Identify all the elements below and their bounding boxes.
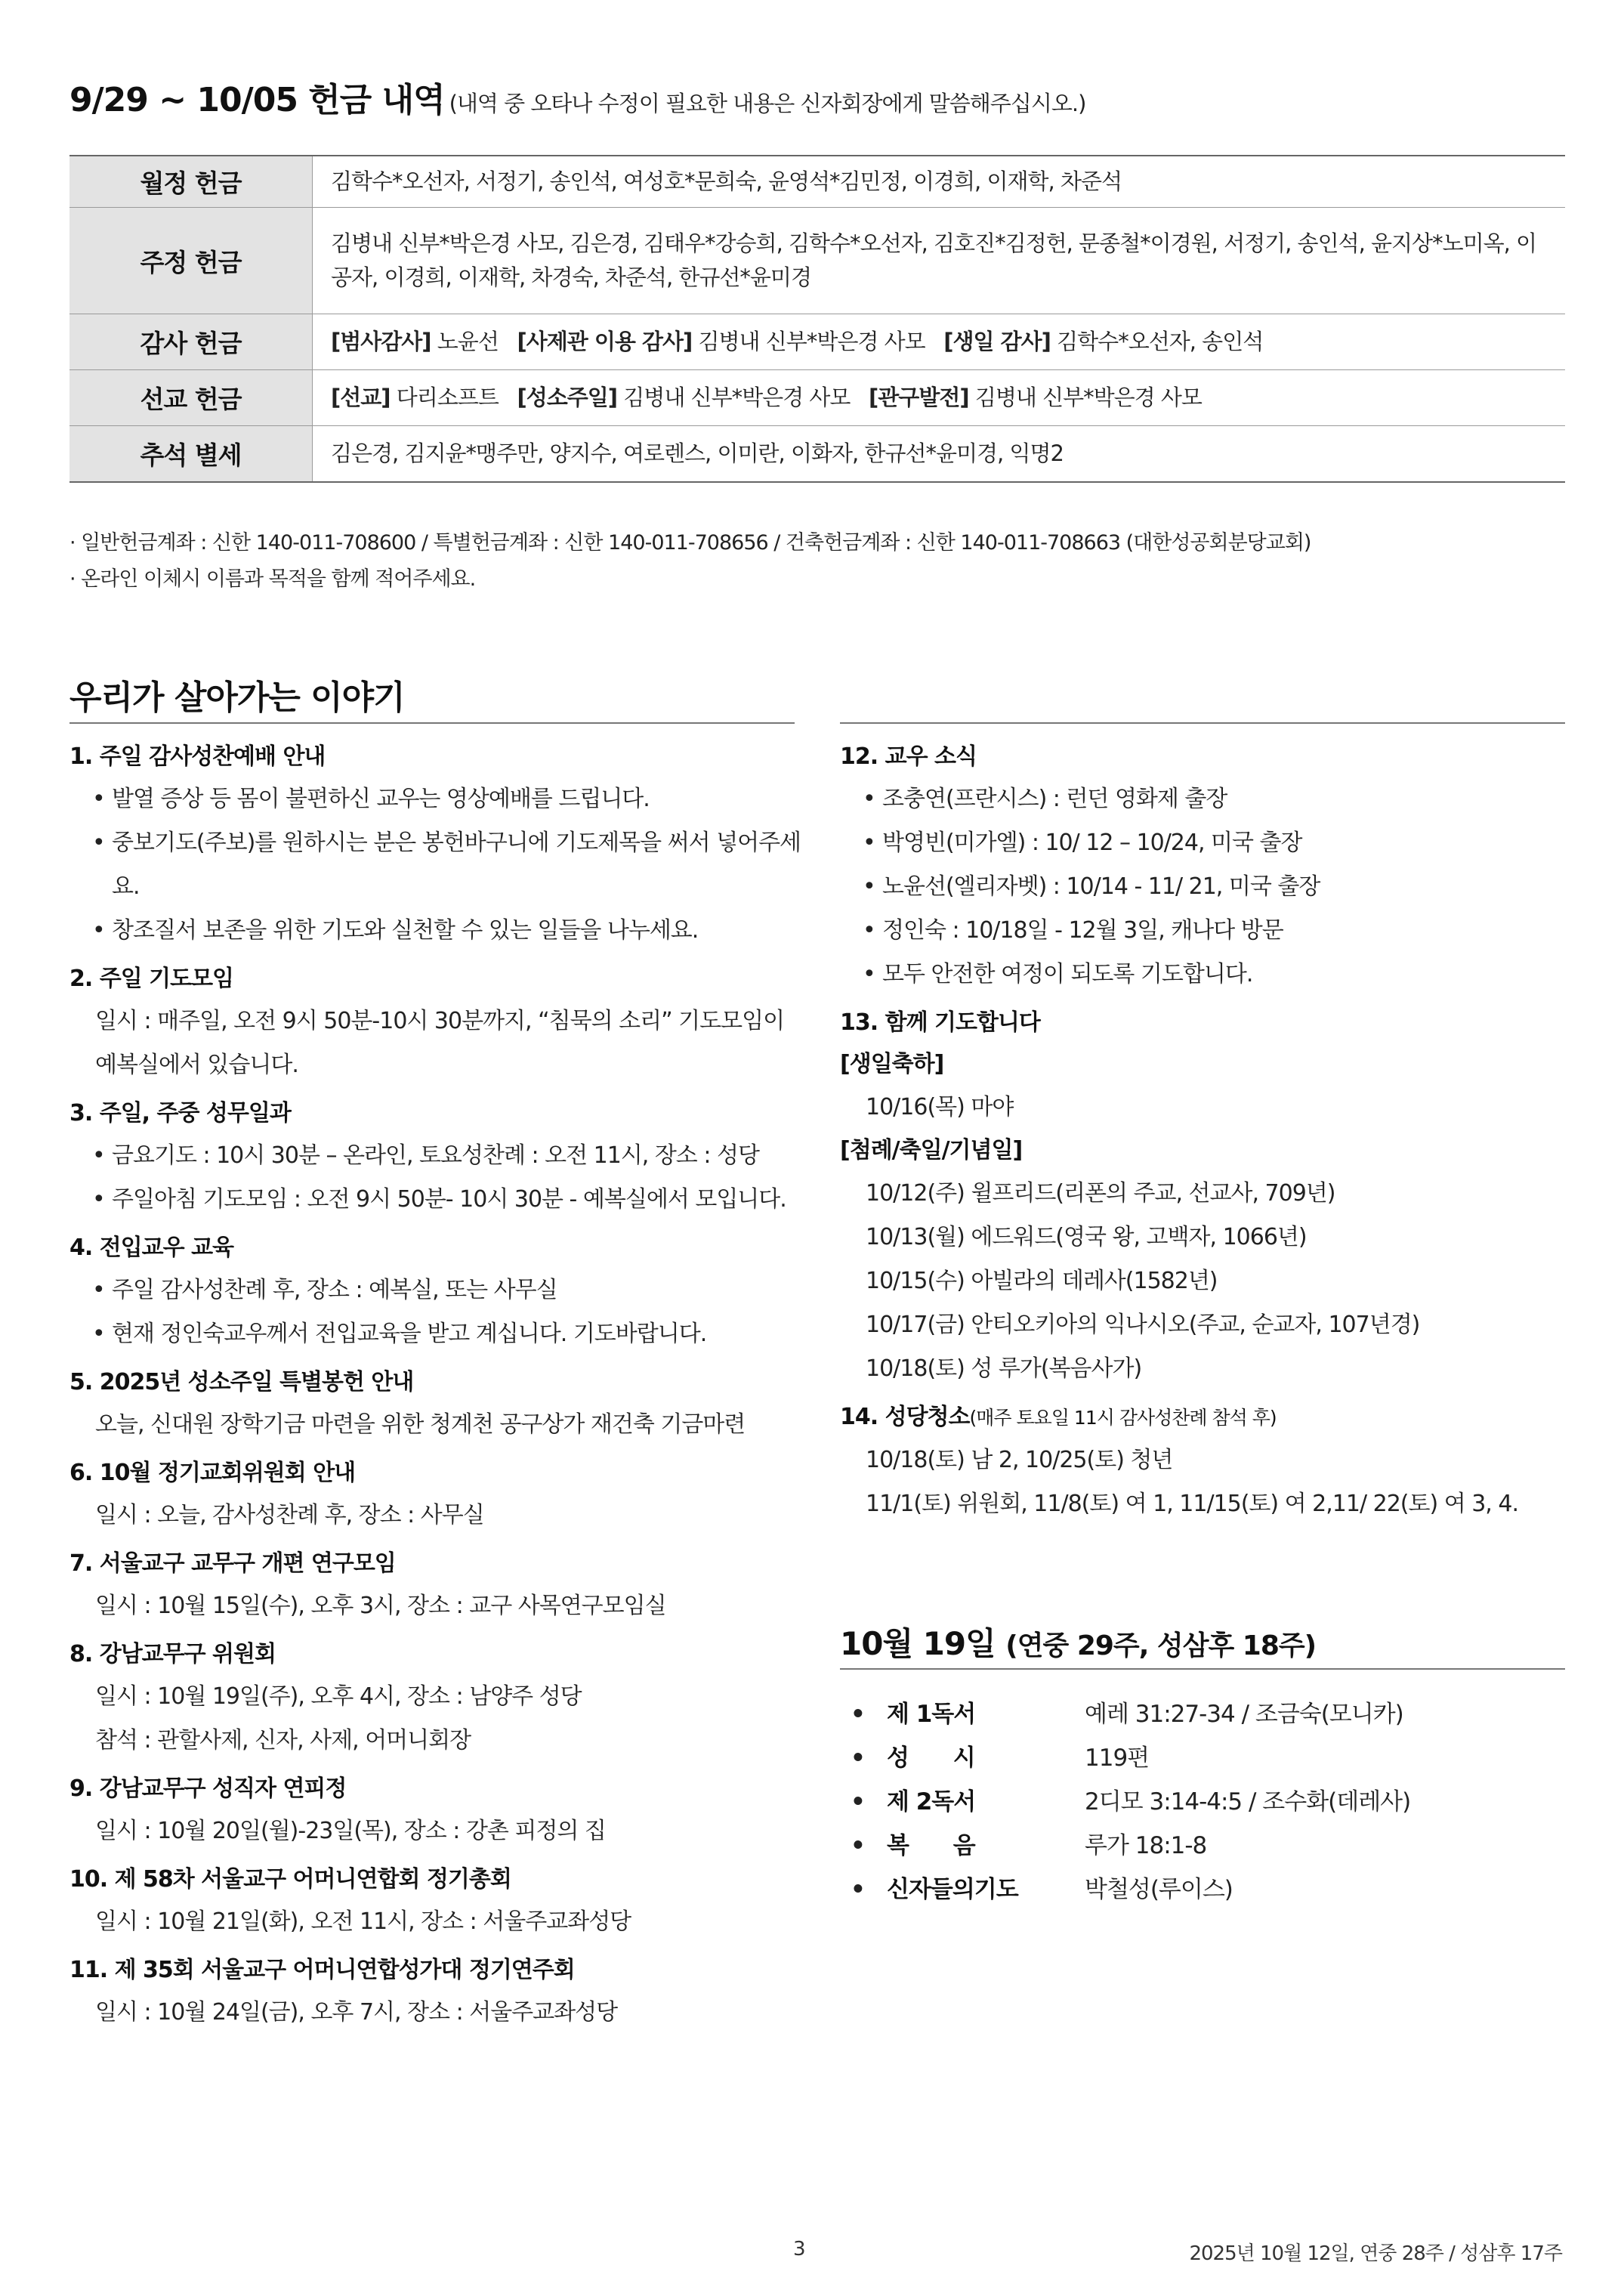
category-tag: [사제관 이용 감사] — [517, 329, 693, 354]
bullet-icon: • — [863, 873, 875, 900]
offering-title: 9/29 ~ 10/05 헌금 내역 — [69, 81, 445, 119]
list-item — [840, 953, 1565, 997]
reading-label: 제 2독서 — [887, 1788, 976, 1816]
category-names: 다리소프트 — [396, 385, 499, 410]
row-label: 감사 헌금 — [69, 314, 313, 370]
news-item-text: 일시 : 매주일, 오전 9시 50분-10시 30분까지, “침묵의 소리” 기도모임이 예복실에서 있습니다. — [95, 1008, 785, 1078]
bullet-icon: • — [92, 786, 105, 812]
news-item — [69, 1228, 810, 1356]
readings-season: (연중 29주, 성삼후 18주) — [1005, 1630, 1317, 1661]
news-item — [69, 1093, 810, 1222]
row-label: 주정 헌금 — [69, 208, 313, 314]
news-item — [69, 1453, 810, 1537]
list-item — [840, 909, 1565, 953]
account-note: · 일반헌금계좌 : 신한 140-011-708600 / 특별헌금계좌 : 신한 140-011-708656 / 건축헌금계좌 : 신한 140-011-708663 (대한성공회분당교회) — [69, 531, 1311, 555]
list-item-text: 박영빈(미가엘) : 10/ 12 – 10/24, 미국 출장 — [882, 830, 1302, 856]
news-item-text: 11/1(토) 위원회, 11/8(토) 여 1, 11/15(토) 여 2,11/ 22(토) 여 3, 4. — [866, 1491, 1519, 1517]
news-item — [69, 959, 810, 1087]
subhead-feasts: [첨례/축일/기념일] — [840, 1137, 1023, 1163]
section-divider — [840, 722, 1565, 724]
table-row — [69, 208, 1565, 314]
row-value: 김은경, 김지윤*맹주만, 양지수, 여로렌스, 이미란, 이화자, 한규선*윤미경, 익명2 — [313, 426, 1566, 483]
page-number: 3 — [793, 2238, 806, 2261]
news-item-text: 일시 : 오늘, 감사성찬례 후, 장소 : 사무실 — [95, 1502, 484, 1528]
reading-row — [840, 1868, 1410, 1911]
news-item-text: 일시 : 10월 15일(수), 오후 3시, 장소 : 교구 사목연구모임실 — [95, 1593, 666, 1619]
news-item-text: 10/12(주) 윌프리드(리폰의 주교, 선교사, 709년) — [866, 1180, 1335, 1207]
news-item-title: 1. 주일 감사성찬예배 안내 — [69, 743, 326, 770]
news-item-title-main: 14. 성당청소 — [840, 1404, 970, 1430]
list-item-text: 조충연(프란시스) : 런던 영화제 출장 — [882, 786, 1227, 812]
list-item — [840, 821, 1565, 865]
row-value — [313, 314, 1566, 370]
reading-row — [840, 1692, 1410, 1736]
news-item-text: 10/18(토) 성 루가(복음사가) — [866, 1355, 1142, 1382]
list-item — [69, 1269, 810, 1312]
table-row — [69, 156, 1565, 208]
row-label: 추석 별세 — [69, 426, 313, 483]
news-item-title: 5. 2025년 성소주일 특별봉헌 안내 — [69, 1369, 414, 1395]
category-tag: [생일 감사] — [943, 329, 1051, 354]
category-tag: [성소주일] — [517, 385, 618, 410]
offering-title-block — [69, 73, 1085, 121]
news-item — [69, 1362, 810, 1447]
news-item-text: 10/15(수) 아빌라의 데레사(1582년) — [866, 1268, 1218, 1294]
offering-subtitle: (내역 중 오타나 수정이 필요한 내용은 신자회장에게 말씀해주십시오.) — [449, 91, 1086, 116]
news-item-title: 3. 주일, 주중 성무일과 — [69, 1100, 291, 1126]
news-item-title: 11. 제 35회 서울교구 어머니연합성가대 정기연주회 — [69, 1957, 575, 1983]
news-item-text: 일시 : 10월 20일(월)-23일(목), 장소 : 강촌 피정의 집 — [95, 1818, 606, 1844]
news-item — [69, 1859, 810, 1944]
category-names: 김병내 신부*박은경 사모 — [974, 385, 1202, 410]
reading-row — [840, 1780, 1410, 1824]
reading-row — [840, 1824, 1410, 1868]
list-item-text: 현재 정인숙교우께서 전입교육을 받고 계십니다. 기도바랍니다. — [112, 1321, 707, 1347]
news-item-title: 12. 교우 소식 — [840, 743, 977, 770]
bullet-icon: • — [863, 961, 875, 987]
reading-value: 119편 — [1085, 1744, 1150, 1772]
row-label: 월정 헌금 — [69, 156, 313, 208]
list-item-text: 모두 안전한 여정이 되도록 기도합니다. — [882, 961, 1253, 987]
table-row — [69, 314, 1565, 370]
news-item-title: 4. 전입교우 교육 — [69, 1235, 234, 1261]
news-item-text: 10/18(토) 남 2, 10/25(토) 청년 — [866, 1447, 1173, 1473]
section-title: 우리가 살아가는 이야기 — [69, 678, 405, 717]
news-item-title — [840, 1397, 1565, 1439]
list-item — [69, 777, 810, 821]
bullet-icon: • — [851, 1788, 865, 1816]
news-item-title: 2. 주일 기도모임 — [69, 966, 234, 992]
news-item-text: 참석 : 관할사제, 신자, 사제, 어머니회장 — [95, 1727, 471, 1754]
list-item-text: 금요기도 : 10시 30분 – 온라인, 토요성찬례 : 오전 11시, 장소 : 성당 — [112, 1142, 759, 1169]
list-item-text: 노윤선(엘리자벳) : 10/14 - 11/ 21, 미국 출장 — [882, 873, 1320, 900]
bullet-icon: • — [863, 917, 875, 944]
bullet-icon: • — [92, 1277, 105, 1303]
account-note: · 온라인 이체시 이름과 목적을 함께 적어주세요. — [69, 567, 476, 591]
news-item — [69, 1634, 810, 1763]
news-item-title: 6. 10월 정기교회위원회 안내 — [69, 1460, 356, 1486]
bullet-icon: • — [863, 830, 875, 856]
bullet-icon: • — [851, 1744, 865, 1772]
bullet-icon: • — [92, 1321, 105, 1347]
readings-divider — [840, 1668, 1565, 1670]
bullet-icon: • — [851, 1876, 865, 1903]
reading-value: 박철성(루이스) — [1085, 1876, 1233, 1903]
news-column-left — [69, 737, 810, 2041]
footer-date: 2025년 10월 12일, 연중 28주 / 성삼후 17주 — [1189, 2242, 1562, 2265]
subhead-birthday: [생일축하] — [840, 1051, 944, 1077]
category-names: 노윤선 — [437, 329, 499, 354]
reading-value: 2디모 3:14-4:5 / 조수화(데레사) — [1085, 1788, 1411, 1816]
list-item — [69, 909, 810, 953]
row-value: 김병내 신부*박은경 사모, 김은경, 김태우*강승희, 김학수*오선자, 김호진*김정헌, 문종철*이경원, 서정기, 송인석, 윤지상*노미옥, 이공자, 이경희, 이재학, 차경숙, 차준석, 한규선*윤미경 — [313, 208, 1566, 314]
news-item — [69, 1769, 810, 1853]
reading-value: 루가 18:1-8 — [1085, 1832, 1207, 1859]
news-item-text: 10/17(금) 안티오키아의 익나시오(주교, 순교자, 107년경) — [866, 1312, 1420, 1338]
bullet-icon: • — [863, 786, 875, 812]
readings-date: 10월 19일 — [840, 1625, 996, 1662]
list-item — [69, 821, 810, 909]
news-item-title: 9. 강남교무구 성직자 연피정 — [69, 1775, 347, 1802]
news-item-text: 10/16(목) 마야 — [866, 1094, 1014, 1120]
category-tag: [범사감사] — [331, 329, 431, 354]
news-column-right — [840, 737, 1565, 1532]
list-item — [69, 1178, 810, 1222]
reading-label: 복 음 — [887, 1832, 975, 1859]
news-item-title-sub: (매주 토요일 11시 감사성찬례 참석 후) — [969, 1407, 1277, 1429]
list-item — [840, 865, 1565, 909]
reading-row — [840, 1736, 1410, 1780]
bullet-icon: • — [92, 830, 105, 856]
bullet-icon: • — [92, 1142, 105, 1169]
news-item-title: 10. 제 58차 서울교구 어머니연합회 정기총회 — [69, 1866, 511, 1893]
news-item — [840, 1397, 1565, 1526]
category-tag: [관구발전] — [869, 385, 969, 410]
section-divider — [69, 722, 795, 724]
row-label: 선교 헌금 — [69, 370, 313, 426]
list-item — [69, 1312, 810, 1356]
bullet-icon: • — [851, 1832, 865, 1859]
category-names: 김학수*오선자, 송인석 — [1057, 329, 1264, 354]
readings-title — [840, 1619, 1316, 1664]
list-item-text: 주일아침 기도모임 : 오전 9시 50분- 10시 30분 - 예복실에서 모입니다. — [112, 1186, 786, 1213]
news-item-text: 오늘, 신대원 장학기금 마련을 위한 청계천 공구상가 재건축 기금마련 — [95, 1411, 746, 1438]
news-item-text: 일시 : 10월 19일(주), 오후 4시, 장소 : 남양주 성당 — [95, 1683, 582, 1710]
news-item — [840, 1003, 1565, 1391]
reading-label: 신자들의기도 — [887, 1876, 1018, 1903]
list-item — [840, 777, 1565, 821]
reading-label: 성 시 — [887, 1744, 975, 1772]
list-item-text: 주일 감사성찬례 후, 장소 : 예복실, 또는 사무실 — [112, 1277, 557, 1303]
news-item-text: 일시 : 10월 21일(화), 오전 11시, 장소 : 서울주교좌성당 — [95, 1908, 631, 1935]
table-row — [69, 426, 1565, 483]
bullet-icon: • — [92, 1186, 105, 1213]
table-row — [69, 370, 1565, 426]
offering-table — [69, 155, 1565, 483]
news-item — [840, 737, 1565, 997]
category-tag: [선교] — [331, 385, 391, 410]
row-value: 김학수*오선자, 서정기, 송인석, 여성호*문희숙, 윤영석*김민정, 이경희, 이재학, 차준석 — [313, 156, 1566, 208]
reading-label: 제 1독서 — [887, 1701, 976, 1728]
news-item-title: 13. 함께 기도합니다 — [840, 1009, 1040, 1036]
news-item — [69, 1950, 810, 2035]
bullet-icon: • — [851, 1701, 865, 1728]
news-item — [69, 1544, 810, 1628]
account-notes — [69, 525, 1311, 598]
news-item-text: 일시 : 10월 24일(금), 오후 7시, 장소 : 서울주교좌성당 — [95, 1999, 618, 2026]
list-item-text: 정인숙 : 10/18일 - 12월 3일, 캐나다 방문 — [882, 917, 1283, 944]
list-item-text: 중보기도(주보)를 원하시는 분은 봉헌바구니에 기도제목을 써서 넣어주세요. — [112, 830, 801, 900]
bullet-icon: • — [92, 917, 105, 944]
readings-list — [840, 1692, 1410, 1911]
reading-value: 예레 31:27-34 / 조금숙(모니카) — [1085, 1701, 1403, 1728]
news-item — [69, 737, 810, 953]
row-value — [313, 370, 1566, 426]
list-item-text: 발열 증상 등 몸이 불편하신 교우는 영상예배를 드립니다. — [112, 786, 650, 812]
list-item — [69, 1134, 810, 1178]
news-item-title: 7. 서울교구 교무구 개편 연구모임 — [69, 1550, 396, 1577]
list-item-text: 창조질서 보존을 위한 기도와 실천할 수 있는 일들을 나누세요. — [112, 917, 699, 944]
news-item-title: 8. 강남교무구 위원회 — [69, 1641, 276, 1667]
category-names: 김병내 신부*박은경 사모 — [623, 385, 851, 410]
category-names: 김병내 신부*박은경 사모 — [698, 329, 925, 354]
news-item-text: 10/13(월) 에드워드(영국 왕, 고백자, 1066년) — [866, 1224, 1307, 1250]
